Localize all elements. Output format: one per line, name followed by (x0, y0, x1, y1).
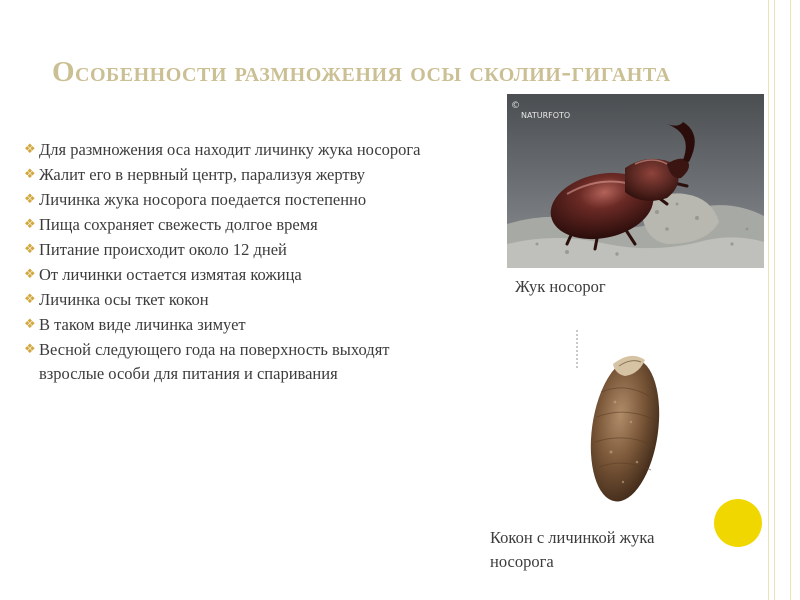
bullet-diamond-icon: ❖ (24, 192, 36, 207)
bullet-diamond-icon: ❖ (24, 342, 36, 357)
bullet-diamond-icon: ❖ (24, 242, 36, 257)
bullet-text: Личинка осы ткет кокон (39, 290, 209, 309)
bullet-text: Питание происходит около 12 дней (39, 240, 287, 259)
decorative-circle (714, 499, 762, 547)
cocoon-caption: Кокон с личинкой жука носорога (490, 528, 655, 571)
frame-line (768, 0, 769, 600)
bullet-diamond-icon: ❖ (24, 267, 36, 282)
bullet-item (24, 188, 444, 212)
bullet-text: В таком виде личинка зимует (39, 315, 246, 334)
bullet-item (24, 263, 444, 287)
bullet-item (24, 163, 444, 187)
bullet-diamond-icon: ❖ (24, 292, 36, 307)
bullet-text: Пища сохраняет свежесть долгое время (39, 215, 318, 234)
bullet-text: Жалит его в нервный центр, парализуя жертву (39, 165, 366, 184)
rhinoceros-beetle-photo (507, 94, 764, 268)
bullet-item (24, 213, 444, 237)
bullet-text: Личинка жука носорога поедается постепенно (39, 190, 367, 209)
bullet-item (24, 288, 444, 312)
bullet-item (24, 138, 444, 162)
bullet-item (24, 238, 444, 262)
bullet-list (24, 138, 444, 387)
frame-line (790, 0, 791, 600)
bullet-text: Весной следующего года на поверхность выходят взрослые особи для питания и спаривания (39, 340, 390, 383)
bullet-item (24, 338, 444, 386)
bullet-diamond-icon: ❖ (24, 217, 36, 232)
bullet-item (24, 313, 444, 337)
beetle-caption: Жук носорог (515, 277, 606, 296)
bullet-diamond-icon: ❖ (24, 167, 36, 182)
bullet-diamond-icon: ❖ (24, 317, 36, 332)
frame-line (774, 0, 775, 600)
watermark-text: NATURFOTO (521, 111, 571, 120)
watermark-copyright: © (511, 101, 520, 111)
cocoon-photo (565, 322, 675, 507)
slide-title: Особенности размножения осы сколии-гиганта (52, 56, 671, 88)
bullet-diamond-icon: ❖ (24, 142, 36, 157)
bullet-text: Для размножения оса находит личинку жука носорога (39, 140, 421, 159)
bullet-text: От личинки остается измятая кожица (39, 265, 302, 284)
